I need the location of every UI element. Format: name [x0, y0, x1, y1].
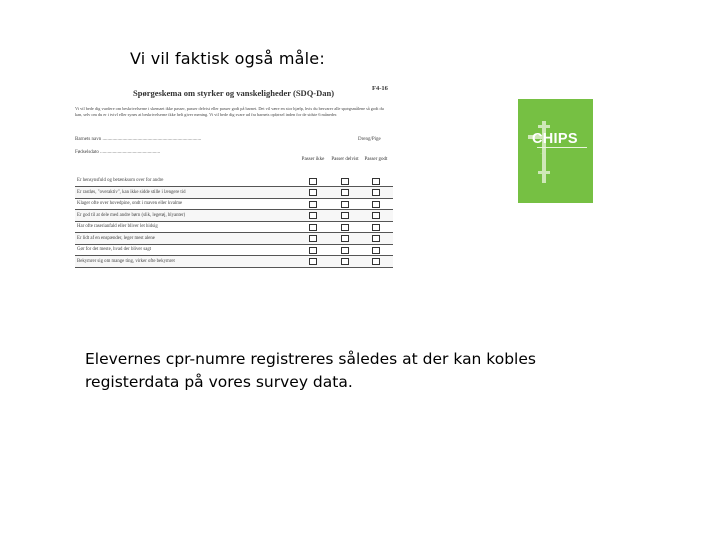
question-row	[75, 198, 393, 210]
question-text: Gør for det meste, hvad der bliver sagt	[77, 247, 152, 252]
checkbox	[372, 247, 380, 254]
question-row	[75, 233, 393, 245]
checkbox	[372, 189, 380, 196]
question-row	[75, 244, 393, 256]
checkbox	[309, 258, 317, 265]
question-text: Er rastløs, "overaktiv", kan ikke sidde stille i længere tid	[77, 189, 186, 195]
question-text: Er hensynsfuld og betænksom over for andre	[77, 178, 164, 183]
column-header-somewhat-true: Passer delvist	[331, 157, 359, 162]
question-row	[75, 187, 393, 199]
checkbox	[309, 178, 317, 185]
question-text: Klager ofte over hovedpine, ondt i maven eller kvalme	[77, 201, 183, 206]
checkbox	[341, 189, 349, 196]
checkbox	[309, 189, 317, 196]
checkbox	[372, 235, 380, 242]
child-name-field: Barnets navn ...............................................................................	[75, 137, 202, 142]
question-text: Er lidt af en enspænder, leger mest alene	[77, 235, 155, 241]
checkbox	[372, 258, 380, 265]
form-code: F4-16	[372, 85, 388, 92]
checkbox	[372, 201, 380, 208]
question-text: Er god til at dele med andre børn (slik, legetøj, blyanter)	[77, 212, 186, 218]
question-row	[75, 221, 393, 233]
question-row	[75, 210, 393, 222]
checkbox	[341, 201, 349, 208]
cross-icon	[538, 125, 550, 128]
form-intro: Vi vil bede dig vurdere om beskrivelserne i skemaet ikke passer, passer delvist eller passer godt på barnet. Det vil være en stor hjælp, hvis du besvarer alle spørgsmålene så godt du kan, selv om du er i tvivl eller synes at beskrivelserne ikke helt giver mening. Vi vil bede dig svare ud fra barnets opførsel inden for de sidste 6 måneder.	[75, 106, 384, 117]
chips-book-cover	[518, 99, 593, 203]
checkbox	[372, 212, 380, 219]
book-logo: CHIPS	[532, 131, 578, 147]
slide-title: Vi vil faktisk også måle:	[130, 49, 325, 68]
sdq-form-image	[75, 80, 393, 270]
gender-field: Dreng/Pige	[358, 137, 381, 142]
question-text: Har ofte raserianfald eller bliver let hidsig	[77, 224, 158, 229]
checkbox	[341, 247, 349, 254]
checkbox	[341, 258, 349, 265]
question-row	[75, 256, 393, 268]
checkbox	[372, 178, 380, 185]
column-header-certainly-true: Passer godt	[364, 157, 388, 162]
checkbox	[341, 212, 349, 219]
form-title: Spørgeskema om styrker og vanskeligheder (SDQ-Dan)	[133, 88, 335, 98]
checkbox	[372, 224, 380, 231]
checkbox	[309, 247, 317, 254]
birthdate-field: Fødselsdato ................................................	[75, 150, 161, 155]
slide-caption: Elevernes cpr-numre registreres således at der kan kobles registerdata på vores survey data.	[85, 350, 536, 391]
checkbox	[341, 235, 349, 242]
checkbox	[309, 212, 317, 219]
checkbox	[341, 224, 349, 231]
column-header-not-true: Passer ikke	[301, 157, 325, 162]
checkbox	[309, 224, 317, 231]
checkbox	[309, 235, 317, 242]
cross-icon	[538, 171, 550, 174]
checkbox	[309, 201, 317, 208]
question-row	[75, 175, 393, 187]
book-rule	[537, 147, 587, 148]
book-subtitle: ...	[540, 151, 543, 155]
question-text: Bekymrer sig om mange ting, virker ofte bekymret	[77, 258, 175, 264]
checkbox	[341, 178, 349, 185]
